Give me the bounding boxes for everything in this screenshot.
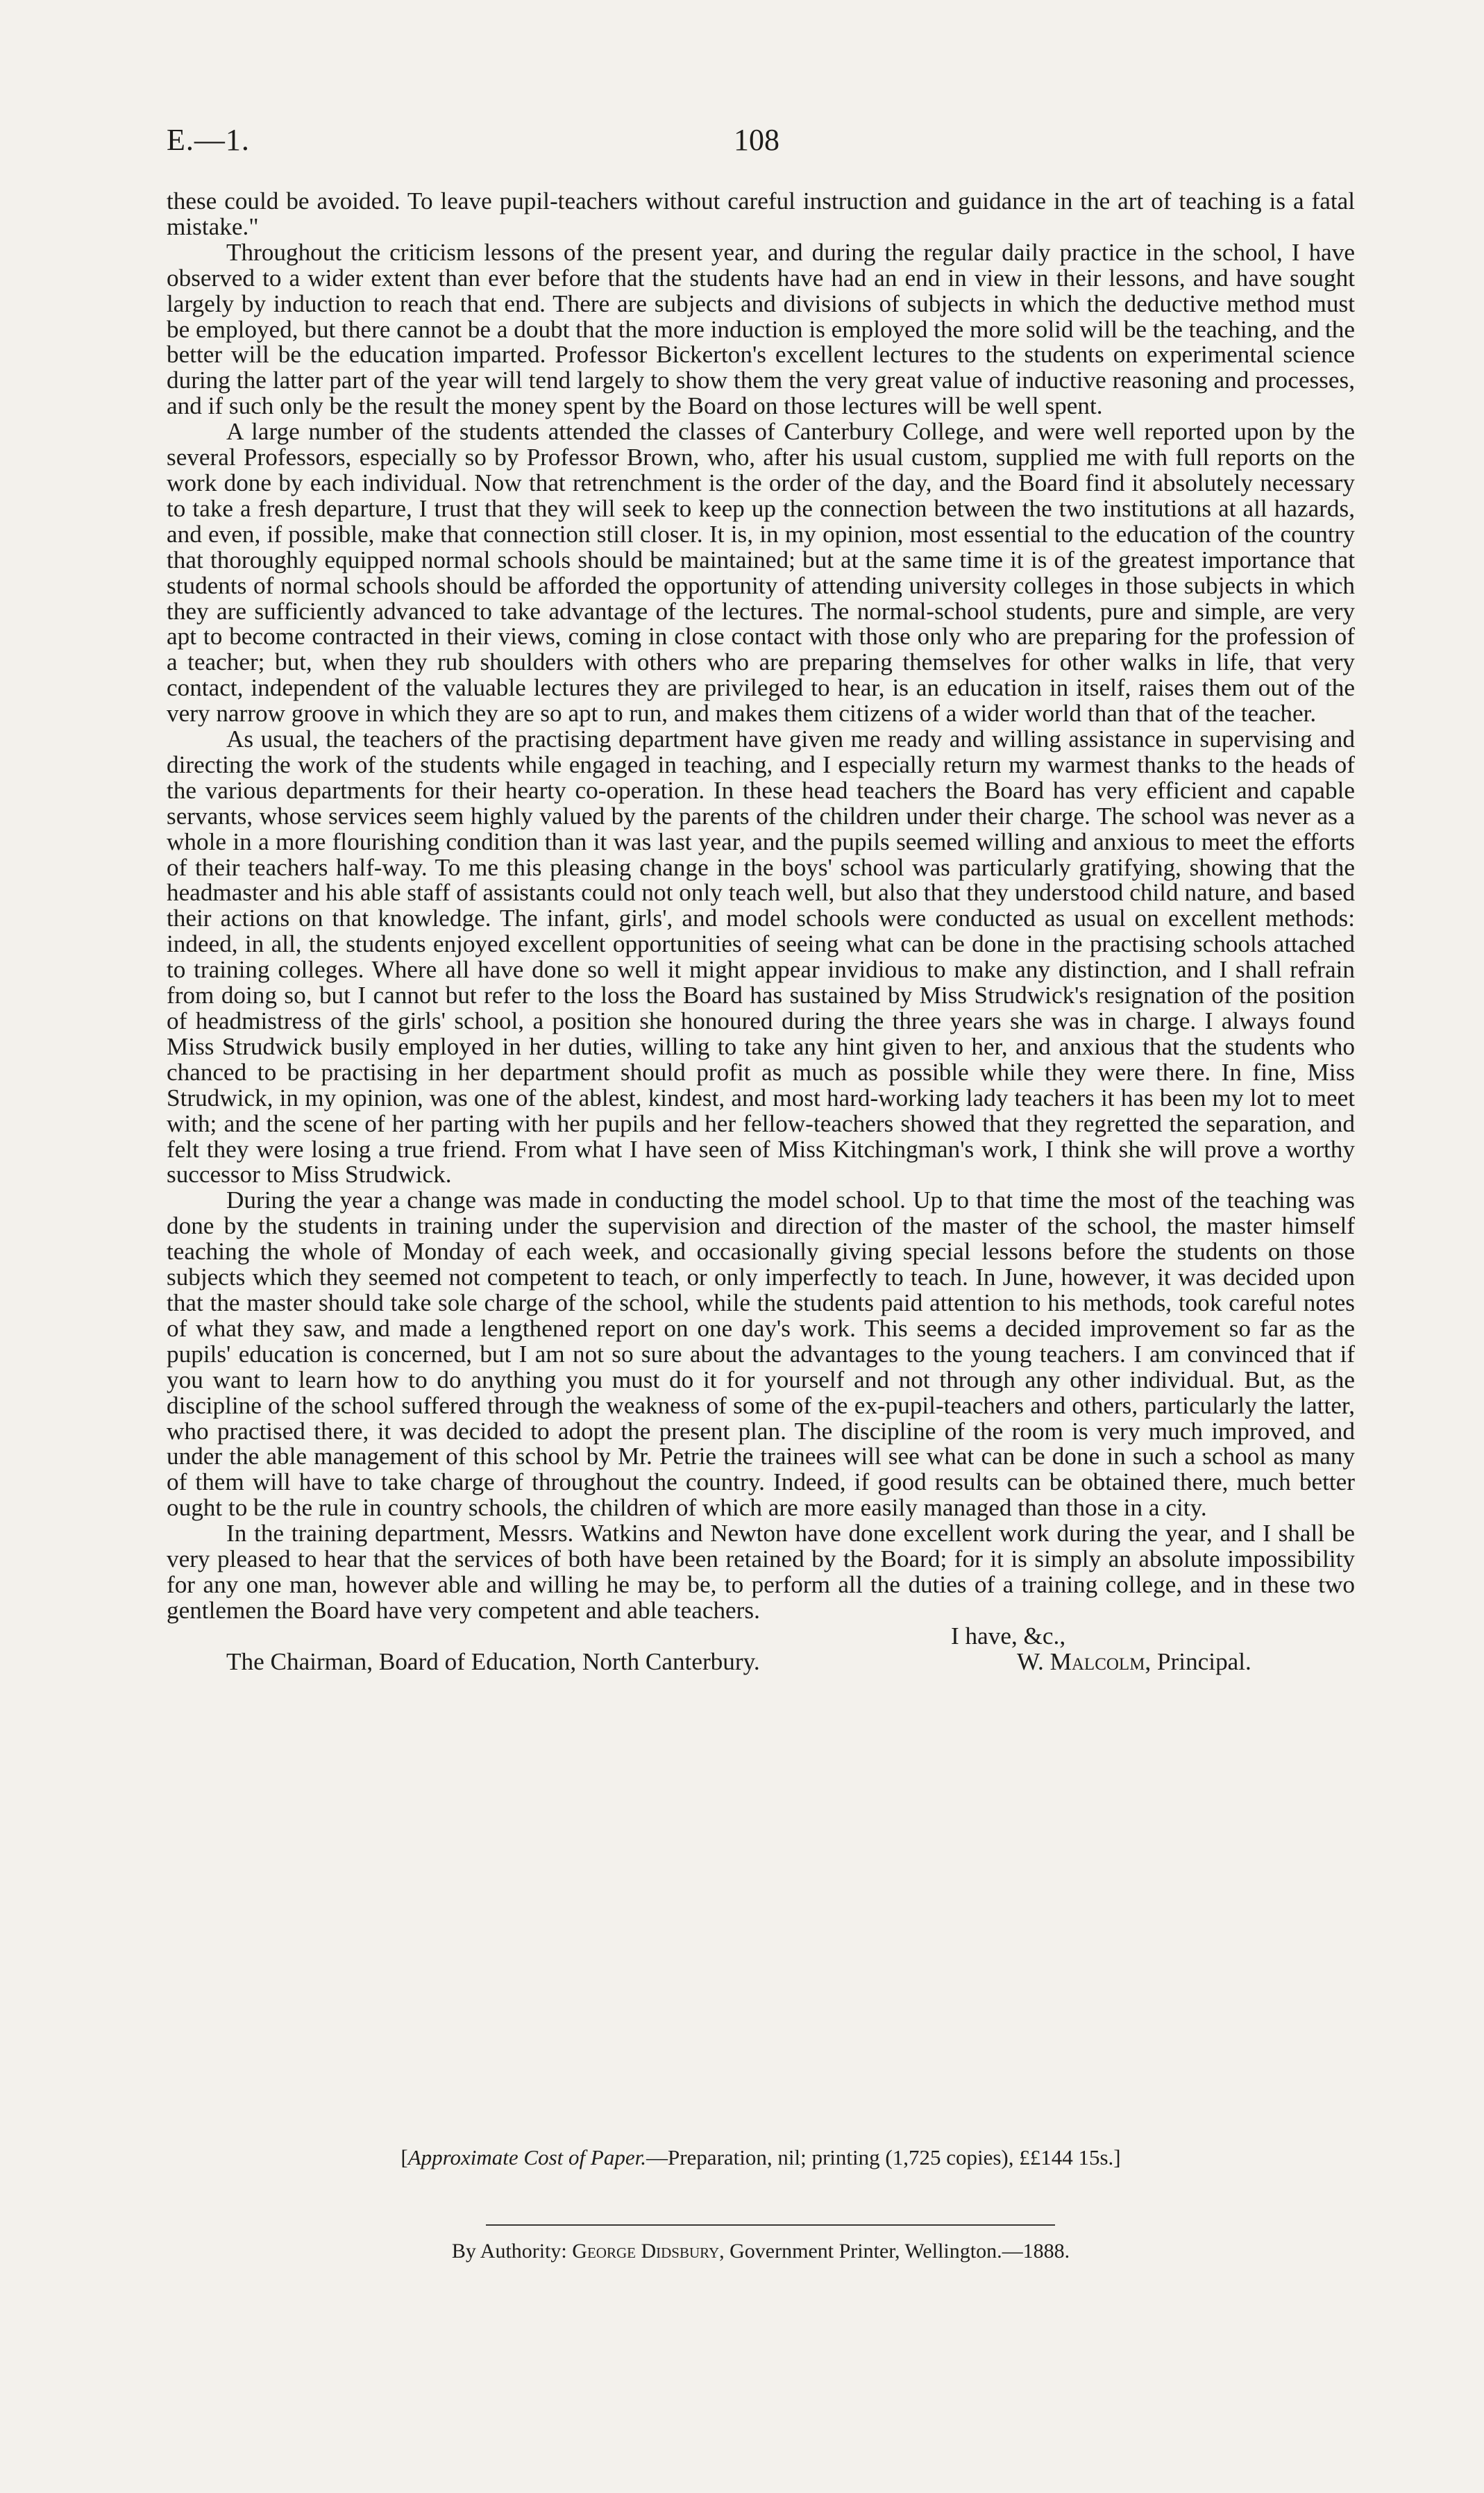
printer-imprint [167, 2240, 1355, 2263]
signature [1017, 1647, 1251, 1675]
paragraph-canterbury-college: A large number of the students attended the classes of Canterbury College, and were well reported upon by the several Professors, especially so by Professor Brown, who, after his usual custom, supplied me with full reports on the work done by each individual. Now that retrenchment is the order of the day, and the Board find it absolutely necessary to take a fresh departure, I trust that they will seek to keep up the connection between the two institutions at all hazards, and even, if possible, make that connection still closer. It is, in my opinion, most essential to the education of the country that thoroughly equipped normal schools should be maintained; but at the same time it is of the greatest importance that students of normal schools should be afforded the opportunity of attending university colleges in those subjects in which they are sufficiently advanced to take advantage of the lectures. The normal-school students, pure and simple, are very apt to become contracted in their views, coming in close contact with those only who are preparing for the profession of a teacher; but, when they rub shoulders with others who are preparing themselves for other walks in life, that very contact, independent of the valuable lectures they are privileged to hear, is an education in itself, raises them out of the very narrow groove in which they are so apt to run, and makes them citizens of a wider world than that of the teacher. [167, 418, 1355, 728]
cost-of-paper-note: [Approximate Cost of Paper.—Preparation, nil; printing (1,725 copies), ££144 15s.] [400, 2145, 1121, 2169]
divider-rule [486, 2224, 1055, 2226]
signatory-initial: W. [1017, 1647, 1050, 1675]
paragraph-induction: Throughout the criticism lessons of the present year, and during the regular daily practice in the school, I have observed to a wider extent than ever before that the students have had an end in view in their lessons, and have sought largely by induction to reach that end. There are subjects and divisions of subjects in which the deductive method must be employed, but there cannot be a doubt that the more induction is employed the more solid will be the teaching, and the better will be the education imparted. Professor Bickerton's excellent lectures to the students on experimental science during the latter part of the year will tend largely to show them the very great value of inductive reasoning and processes, and if such only be the result the money spent by the Board on those lectures will be well spent. [167, 238, 1355, 420]
addressee: The Chairman, Board of Education, North Canterbury. [226, 1647, 760, 1675]
imprint-prefix: By Authority: [451, 2240, 573, 2263]
cost-note-label: Approximate Cost of Paper. [407, 2145, 646, 2169]
signatory-surname: Malcolm [1049, 1647, 1145, 1675]
signatory-title: , Principal. [1145, 1647, 1251, 1675]
cost-note-text: —Preparation, nil; printing (1,725 copies), ££144 15s. [646, 2145, 1114, 2169]
imprint-printer: George Didsbury [572, 2240, 720, 2263]
paragraph-model-school: During the year a change was made in conducting the model school. Up to that time the most of the teaching was done by the students in training under the supervision and direction of the master of the school, the master himself teaching the whole of Monday of each week, and occasionally giving special lessons before the students on those subjects which they seemed not competent to teach, or only imperfectly to teach. In June, however, it was decided upon that the master should take sole charge of the school, while the students paid attention to his methods, took careful notes of what they saw, and made a lengthened report on one day's work. This seems a decided improvement so far as the pupils' education is concerned, but I am not so sure about the advantages to the young teachers. I am convinced that if you want to learn how to do anything you must do it for yourself and not through any other individual. But, as the discipline of the school suffered through the weakness of some of the ex-pupil-teachers and others, particularly the latter, who practised there, it was decided to adopt the present plan. The discipline of the room is very much improved, and under the able management of this school by Mr. Petrie the trainees will see what can be done in such a school as many of them will have to take charge of throughout the country. Indeed, if good results can be obtained there, much better ought to be the rule in country schools, the children of which are more easily managed than those in a city. [167, 1186, 1355, 1522]
paragraph-continuation: these could be avoided. To leave pupil-teachers without careful instruction and guidance in the art of teaching is a fatal mistake." [167, 187, 1355, 240]
signoff-signature-line [167, 1647, 1355, 1675]
report-body [167, 189, 1355, 1675]
page-number: 108 [734, 123, 779, 157]
signoff-greeting: I have, &c., [951, 1622, 1066, 1650]
page-header [167, 122, 1347, 171]
signoff-greeting-line [167, 1624, 1355, 1650]
imprint-suffix: , Government Printer, Wellington.—1888. [719, 2240, 1070, 2263]
paragraph-training-department: In the training department, Messrs. Watkins and Newton have done excellent work during the year, and I shall be very pleased to hear that the services of both have been retained by the Board; for it is simply an absolute impossibility for any one man, however able and willing he may be, to perform all the duties of a training college, and in these two gentlemen the Board have very competent and able teachers. [167, 1520, 1355, 1624]
paragraph-practising-department: As usual, the teachers of the practising department have given me ready and willing assistance in supervising and directing the work of the students while engaged in teaching, and I especially return my warmest thanks to the heads of the various departments for their hearty co-operation. In these head teachers the Board has very efficient and capable servants, whose services seem highly valued by the parents of the children under their charge. The school was never as a whole in a more flourishing condition than it was last year, and the pupils seemed willing and anxious to meet the efforts of their teachers half-way. To me this pleasing change in the boys' school was particularly gratifying, showing that the headmaster and his able staff of assistants could not only teach well, but also that they understood child nature, and based their actions on that knowledge. The infant, girls', and model schools were conducted as usual on excellent methods: indeed, in all, the students enjoyed excellent opportunities of seeing what can be done in the practising schools attached to training colleges. Where all have done so well it might appear invidious to make any distinction, and I shall refrain from doing so, but I cannot but refer to the loss the Board has sustained by Miss Strudwick's resignation of the position of headmistress of the girls' school, a position she honoured during the three years she was in charge. I always found Miss Strudwick busily employed in her duties, willing to take any hint given to her, and anxious that the students who chanced to be practising in her department should profit as much as possible while they were there. In fine, Miss Strudwick, in my opinion, was one of the ablest, kindest, and most hard-working lady teachers it has been my lot to meet with; and the scene of her parting with her pupils and her fellow-teachers showed that they regretted the separation, and felt they were losing a true friend. From what I have seen of Miss Kitchingman's work, I think she will prove a worthy successor to Miss Strudwick. [167, 725, 1355, 1189]
section-reference: E.—1. [167, 123, 250, 157]
